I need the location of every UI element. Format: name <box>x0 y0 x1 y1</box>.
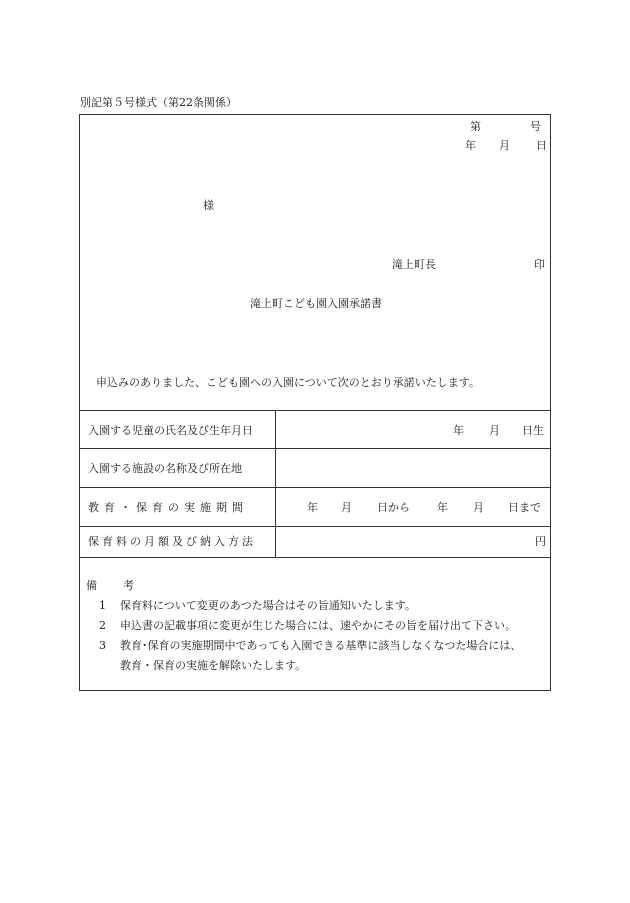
row-label-facility: 入園する施設の名称及び所在地 <box>88 462 242 475</box>
row-rule <box>80 487 550 488</box>
period-from-year: 年 <box>307 501 318 514</box>
period-to-month: 月 <box>473 501 484 514</box>
seal-mark: 印 <box>534 258 545 271</box>
number-dai: 第 <box>470 120 481 133</box>
note-continuation: 教育・保育の実施を解除いたします。 <box>120 659 307 672</box>
note-number: 3 <box>99 639 106 652</box>
addressee-suffix: 様 <box>203 199 214 212</box>
note-number: 1 <box>99 599 106 612</box>
table-bottom-rule <box>80 557 550 558</box>
row-label-fee: 保育料の月額及び納入方法 <box>88 535 256 548</box>
row-label-child: 入園する児童の氏名及び生年月日 <box>88 424 253 437</box>
row-child-born: 日生 <box>522 424 544 437</box>
table-top-rule <box>80 410 550 411</box>
form-heading: 別記第５号様式（第22条関係） <box>80 96 237 109</box>
intro-text: 申込みのありました、こども園への入園について次のとおり承諾いたします。 <box>96 376 480 389</box>
note-text: 申込書の記載事項に変更が生じた場合には、速やかにその旨を届け出て下さい。 <box>120 619 516 632</box>
date-month: 月 <box>499 139 510 152</box>
date-year: 年 <box>465 139 476 152</box>
period-to-day: 日まで <box>508 501 541 514</box>
date-day: 日 <box>536 139 547 152</box>
period-from-month: 月 <box>341 501 352 514</box>
row-child-year: 年 <box>453 424 464 437</box>
row-rule <box>80 526 550 527</box>
period-from-day: 日から <box>377 501 410 514</box>
number-go: 号 <box>530 120 541 133</box>
note-text: 保育料について変更のあつた場合はその旨通知いたします。 <box>120 599 416 612</box>
note-number: 2 <box>99 619 106 632</box>
table-column-divider <box>275 410 276 557</box>
notes-heading-a: 備 <box>86 579 97 592</box>
certificate-frame <box>79 114 551 691</box>
row-rule <box>80 448 550 449</box>
row-child-month: 月 <box>489 424 500 437</box>
issuer-name: 滝上町長 <box>392 258 436 271</box>
note-text: 教育･保育の実施期間中であっても入園できる基準に該当しなくなつた場合には、 <box>120 639 522 652</box>
row-label-period: 教育・保育の実施期間 <box>88 501 248 514</box>
notes-heading-b: 考 <box>123 579 134 592</box>
document-title: 滝上町こども園入園承諾書 <box>250 297 382 310</box>
period-to-year: 年 <box>437 501 448 514</box>
fee-yen: 円 <box>535 535 546 548</box>
